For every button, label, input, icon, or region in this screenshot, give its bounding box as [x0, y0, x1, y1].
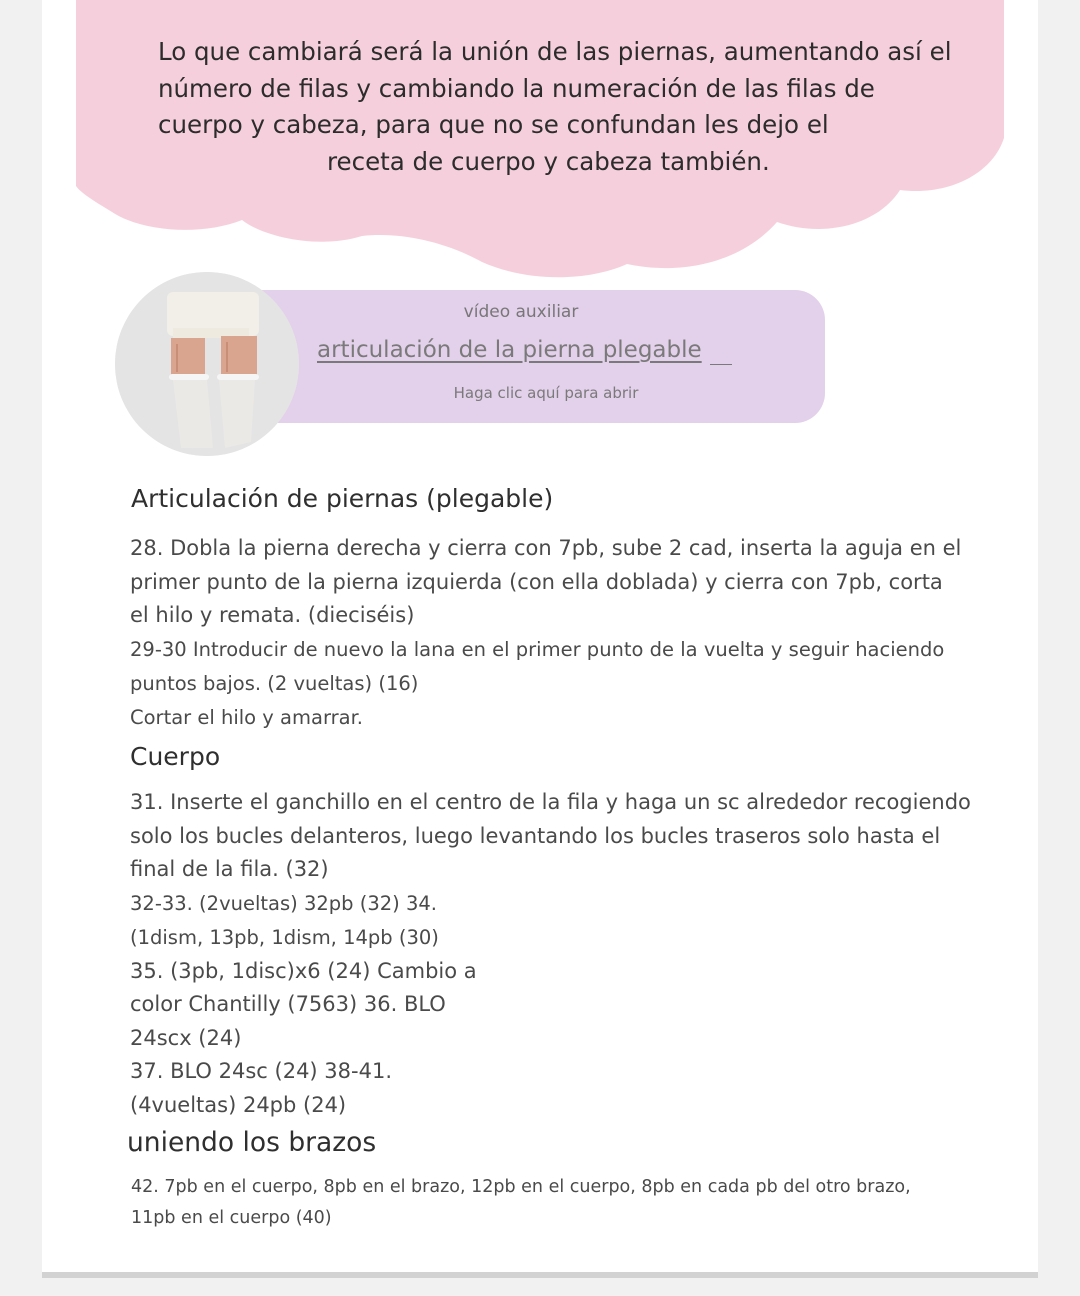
pattern-line: 31. Inserte el ganchillo en el centro de la fila y haga un sc alrededor recogiendo [130, 790, 971, 814]
leg-joint-thumbnail-image[interactable] [115, 272, 299, 456]
video-card[interactable] [217, 290, 825, 423]
page-bottom-shadow [42, 1272, 1038, 1278]
pattern-line: solo los bucles delanteros, luego levantando los bucles traseros solo hasta el [130, 823, 941, 848]
pattern-line: 35. (3pb, 1disc)x6 (24) Cambio a [130, 958, 477, 983]
pattern-line: el hilo y remata. (dieciséis) [130, 603, 415, 627]
video-link[interactable]: articulación de la pierna plegable [317, 337, 702, 363]
pattern-line: final de la fila. (32) [130, 857, 329, 881]
document-page [42, 0, 1038, 1272]
intro-text [158, 34, 958, 180]
pattern-line: 11pb en el cuerpo (40) [131, 1208, 332, 1228]
section-title-brazos: uniendo los brazos [127, 1127, 377, 1158]
pattern-line: (1dism, 13pb, 1dism, 14pb (30) [130, 925, 439, 949]
pattern-line: Cortar el hilo y amarrar. [130, 705, 364, 729]
pattern-line: 37. BLO 24sc (24) 38-41. [130, 1059, 392, 1083]
crochet-legs-illustration [115, 272, 299, 456]
link-underline [710, 364, 732, 365]
section-title-articulacion: Articulación de piernas (plegable) [131, 484, 554, 513]
intro-line: número de filas y cambiando la numeración de las filas de [158, 73, 875, 103]
section-title-cuerpo: Cuerpo [130, 742, 221, 771]
pattern-line: 28. Dobla la pierna derecha y cierra con 7pb, sube 2 cad, inserta la aguja en el [130, 536, 962, 560]
pattern-line: 29-30 Introducir de nuevo la lana en el primer punto de la vuelta y seguir haciendo [130, 637, 945, 661]
pattern-line: 24scx (24) [130, 1025, 242, 1050]
intro-line: Lo que cambiará será la unión de las piernas, aumentando así el [158, 37, 952, 66]
pattern-line: 32-33. (2vueltas) 32pb (32) 34. [130, 891, 437, 915]
pattern-line: color Chantilly (7563) 36. BLO [130, 992, 446, 1016]
video-label: vídeo auxiliar [463, 302, 579, 322]
video-open-hint[interactable]: Haga clic aquí para abrir [453, 384, 639, 402]
intro-line: receta de cuerpo y cabeza también. [327, 146, 770, 176]
section-brazos-body [131, 1172, 911, 1234]
intro-line: cuerpo y cabeza, para que no se confundan les dejo el [158, 110, 829, 139]
pattern-line: primer punto de la pierna izquierda (con ella doblada) y cierra con 7pb, corta [130, 569, 943, 594]
pattern-line: 42. 7pb en el cuerpo, 8pb en el brazo, 12pb en el cuerpo, 8pb en cada pb del otro brazo, [131, 1177, 911, 1197]
pattern-line: puntos bajos. (2 vueltas) (16) [130, 671, 419, 695]
pattern-line: (4vueltas) 24pb (24) [130, 1092, 347, 1117]
section-articulacion-body [130, 532, 961, 735]
section-cuerpo-body [130, 786, 971, 1122]
